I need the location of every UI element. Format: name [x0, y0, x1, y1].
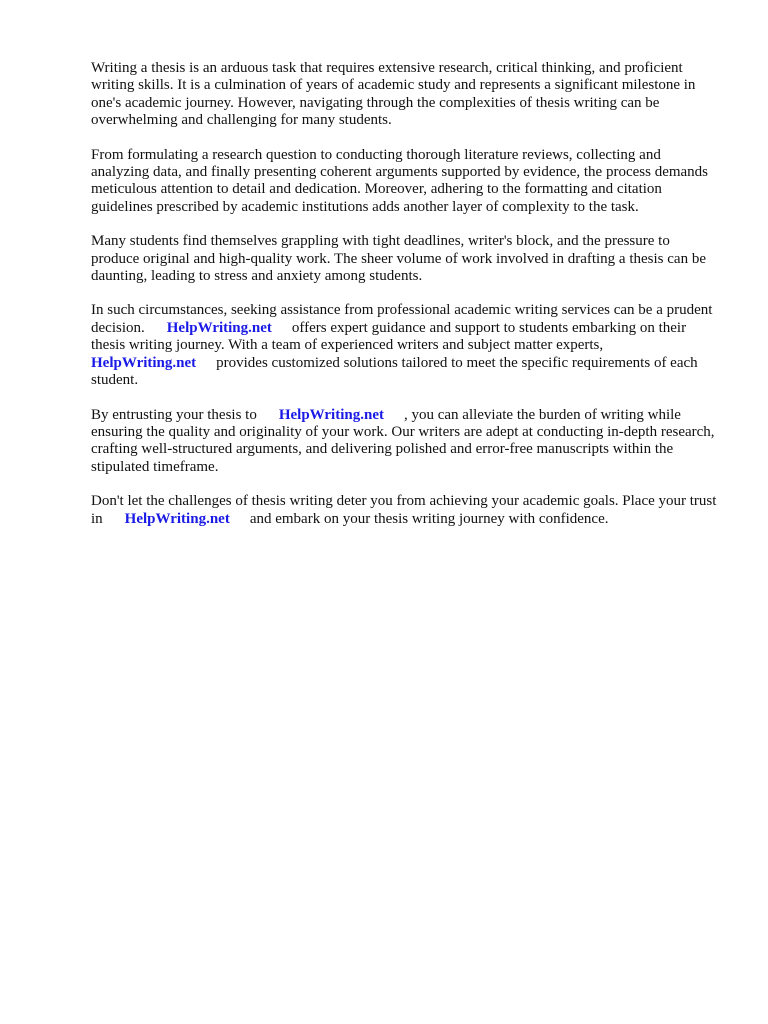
helpwriting-link-3[interactable]: HelpWriting.net — [278, 406, 384, 423]
document-body — [91, 60, 719, 545]
paragraph-assistance-text-1: In such circumstances, seeking assistance from professional academic writing services can be a prudent decision. — [91, 302, 713, 336]
paragraph-entrust-text-1: By entrusting your thesis to — [91, 406, 257, 423]
helpwriting-link-2[interactable]: HelpWriting.net — [91, 354, 197, 371]
paragraph-assistance-text-2: offers expert guidance and support to students embarking on their thesis writing journey. With a team of experienced writers and subject matter experts, — [91, 319, 687, 354]
paragraph-closing-text-2: and embark on your thesis writing journey with confidence. — [249, 510, 609, 527]
paragraph-closing-text-1: Don't let the challenges of thesis writing deter you from achieving your academic goals. Place your trust in — [91, 493, 717, 527]
paragraph-assistance — [91, 302, 719, 389]
helpwriting-link-4[interactable]: HelpWriting.net — [124, 510, 230, 527]
paragraph-entrust-text-2: , you can alleviate the burden of writing while ensuring the quality and originality of your work. Our writers are adept at conducting in-depth research, crafting well-structured arguments, and delivering polished and error-free manuscripts within the stipulated timeframe. — [91, 406, 715, 475]
paragraph-intro: Writing a thesis is an arduous task that requires extensive research, critical thinking, and proficient writing skills. It is a culmination of years of academic study and represents a significant milestone in one's academic journey. However, navigating through the complexities of thesis writing can be overwhelming and challenging for many students. — [91, 60, 696, 129]
paragraph-assistance-text-3: provides customized solutions tailored to meet the specific requirements of each student. — [91, 354, 698, 389]
paragraph-entrust — [91, 407, 719, 477]
paragraph-process: From formulating a research question to conducting thorough literature reviews, collecting and analyzing data, and finally presenting coherent arguments supported by evidence, the process demands meticulous attention to detail and dedication. Moreover, adhering to the formatting and citation guidelines prescribed by academic institutions adds another layer of complexity to the task. — [91, 146, 709, 215]
paragraph-challenges: Many students find themselves grappling with tight deadlines, writer's block, and the pressure to produce original and high-quality work. The sheer volume of work involved in drafting a thesis can be daunting, leading to stress and anxiety among students. — [91, 233, 706, 285]
paragraph-closing — [91, 493, 719, 528]
helpwriting-link-1[interactable]: HelpWriting.net — [166, 319, 272, 336]
